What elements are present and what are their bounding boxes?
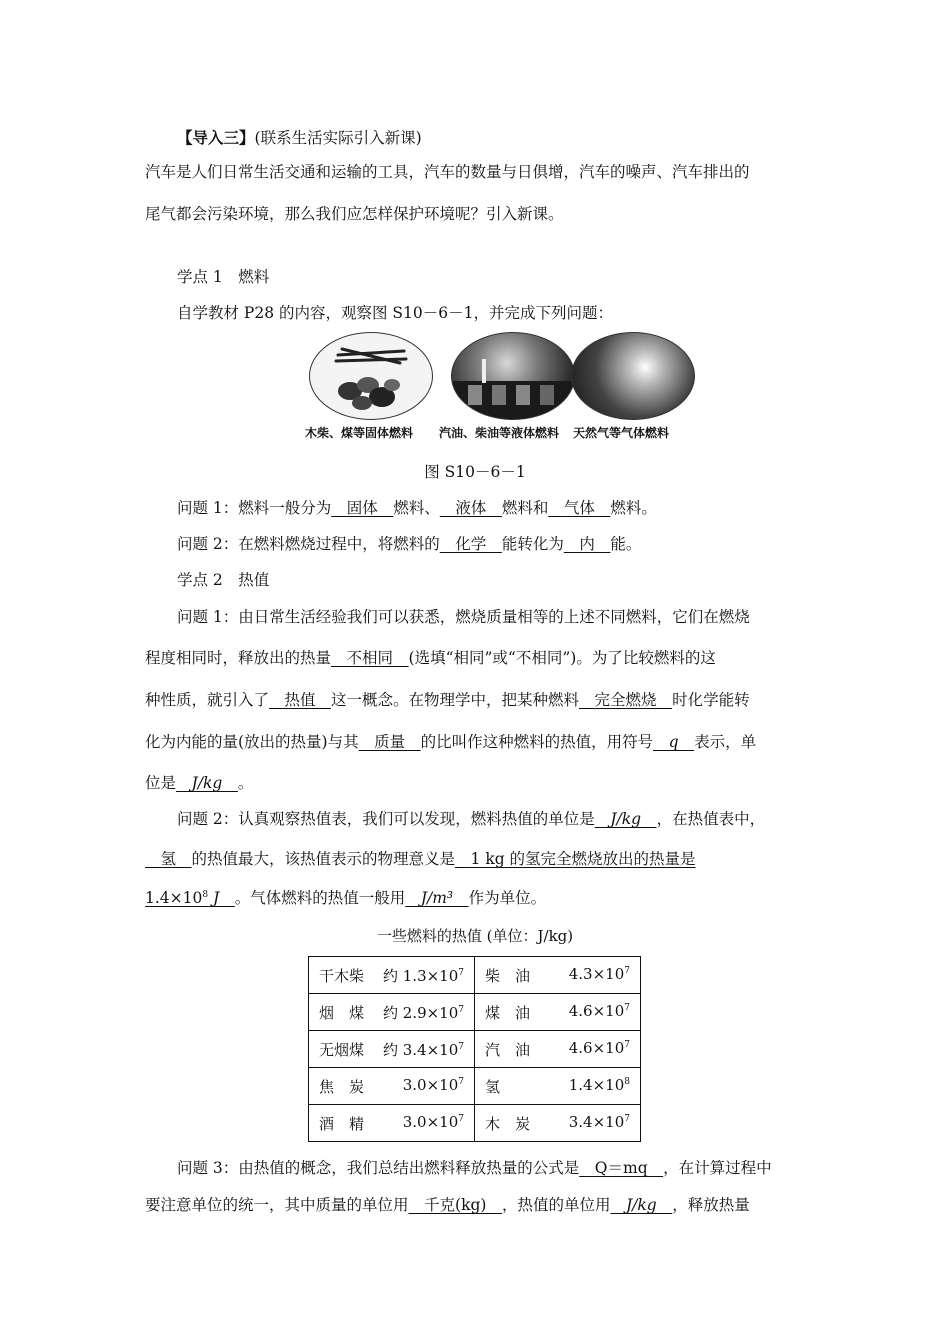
fuel-heat-value [403,1076,464,1097]
heat-value-table-body [309,957,641,1142]
text: 燃料和 [501,499,549,517]
fuel-heat-value [403,1113,464,1134]
fuel-heat-value [569,1002,630,1023]
answer-chemical: __化学__ [439,535,502,553]
text: ，在计算过程中 [663,1159,772,1177]
answer-gas-unit: __J/m³__ [405,889,469,907]
answer-formula: __Q＝mq__ [579,1159,664,1177]
fuel-name: 酒 精 [319,1114,365,1133]
figure-label: 图 S10－6－1 [424,463,526,481]
text: (选填“相同”或“不相同”)。为了比较燃料的这 [408,649,716,667]
table-cell [309,1031,475,1068]
text: 问题 2：认真观察热值表，我们可以发现，燃料热值的单位是 [177,810,595,828]
fuel-heat-value [569,1076,630,1097]
answer-symbol-q: __q__ [653,733,695,751]
value-exponent: 7 [624,965,630,976]
intro-heading-line [177,127,842,149]
answer-complete-combustion: __完全燃烧__ [579,691,673,709]
text: 的热值最大，该热值表示的物理意义是 [191,850,456,868]
text: 程度相同时，释放出的热量 [145,649,332,667]
value-base: 4.6×10 [568,1038,625,1057]
fuel-heat-value [383,965,464,986]
answer-gas: __气体__ [548,499,611,517]
fuel-heat-value [569,965,630,986]
text: 要注意单位的统一，其中质量的单位用 [145,1196,409,1214]
value-base: 3.4×10 [568,1112,625,1131]
point1-question-2 [177,533,842,555]
answer-meaning-part-2 [145,889,235,907]
point2-q1-line-3 [145,689,810,711]
text: 燃料、 [393,499,440,517]
text: 时化学能转 [672,691,750,709]
cell-content [485,965,630,986]
answer-mass: __质量__ [358,733,421,751]
cell-content [485,1113,630,1134]
answer-solid: __固体__ [331,499,394,517]
text: 种性质，就引入了 [145,691,270,709]
liquid-fuel-caption: 汽油、柴油等液体燃料 [439,426,560,440]
fuel-heat-value [569,1039,630,1060]
text: 问题 1：燃料一般分为 [177,499,332,517]
value-base: 约 1.3×10 [382,966,459,985]
answer-unit: __J/kg__ [176,774,238,792]
value-exponent: 7 [458,967,464,978]
text: 1.4×10 [145,889,203,907]
value-base: 1.4×10 [568,1075,625,1094]
answer-not-same: __不相同__ [331,649,409,667]
value-exponent: 7 [458,1113,464,1124]
point2-q2-line-3 [145,887,810,909]
text: 。气体燃料的热值一般用 [234,889,406,907]
text: 燃料。 [610,499,657,517]
value-base: 约 3.4×10 [382,1040,459,1059]
table-cell [309,994,475,1031]
table-row [309,1068,641,1105]
fuel-figure [305,332,700,444]
fuel-name: 煤 油 [485,1003,531,1022]
text: 这一概念。在物理学中，把某种燃料 [331,691,580,709]
text: 作为单位。 [468,889,547,907]
table-cell [309,1105,475,1142]
fuel-name: 木 炭 [485,1114,531,1133]
value-exponent: 7 [624,1113,630,1124]
value-exponent: 7 [458,1004,464,1015]
point2-title: 学点 2 热值 [177,571,270,589]
value-base: 约 2.9×10 [382,1003,459,1022]
text: ，释放热量 [672,1196,750,1214]
text: ，热值的单位用 [501,1196,611,1214]
text: 能。 [610,535,642,553]
table-cell [309,957,475,994]
cell-content [485,1076,630,1097]
text: 问题 3：由热值的概念，我们总结出燃料释放热量的公式是 [177,1159,580,1177]
table-cell [475,1105,641,1142]
value-base: 3.0×10 [402,1075,459,1094]
gas-fuel-image [571,332,695,420]
text: J__ [208,889,235,907]
answer-kilogram: __千克(kg)__ [408,1196,502,1214]
solid-fuel-image [309,332,433,420]
value-base: 4.6×10 [568,1001,625,1020]
value-exponent: 7 [458,1076,464,1087]
fuel-name: 无烟煤 [319,1040,365,1059]
point1-instruction: 自学教材 P28 的内容，观察图 S10－6－1，并完成下列问题： [177,304,613,322]
cell-content [485,1039,630,1060]
value-exponent: 7 [624,1039,630,1050]
cell-content [319,965,464,986]
text: 表示，单 [694,733,757,751]
text: ，在热值表中， [656,810,766,828]
cell-content [319,1002,464,1023]
table-cell [475,957,641,994]
table-caption: 一些燃料的热值 (单位：J/kg) [376,927,574,945]
liquid-fuel-image [451,332,575,420]
value-base: 3.0×10 [402,1112,459,1131]
table-cell [475,1031,641,1068]
fuel-heat-value [569,1113,630,1134]
fuel-name: 焦 炭 [319,1077,365,1096]
table-row [309,1105,641,1142]
fuel-heat-value [383,1039,464,1060]
intro-heading-note: (联系生活实际引入新课) [254,129,422,147]
answer-meaning-part-1: __1 kg 的氢完全燃烧放出的热量是 [455,850,696,868]
text: 的比叫作这种燃料的热值，用符号 [420,733,654,751]
point2-q1-line-1: 问题 1：由日常生活经验我们可以获悉，燃烧质量相等的上述不同燃料，它们在燃烧 [177,608,750,626]
solid-fuel-caption: 木柴、煤等固体燃料 [305,426,414,440]
point2-q1-line-2 [145,647,810,669]
point2-q3-line-2 [145,1194,810,1216]
table-row [309,994,641,1031]
fuel-name: 干木柴 [319,966,365,985]
point2-q1-line-5 [145,772,810,794]
text: 。 [237,774,254,792]
point2-q1-line-4 [145,731,810,753]
point2-q3-line-1 [177,1157,842,1179]
fuel-name: 柴 油 [485,966,531,985]
exponent: 8 [202,889,209,900]
answer-liquid: __液体__ [439,499,502,517]
text: 位是 [145,774,177,792]
table-row [309,957,641,994]
point2-q2-line-1 [177,808,842,830]
intro-text-line-1: 汽车是人们日常生活交通和运输的工具，汽车的数量与日俱增，汽车的噪声、汽车排出的 [145,163,750,181]
table-cell [309,1068,475,1105]
table-cell [475,1068,641,1105]
fuel-name: 烟 煤 [319,1003,365,1022]
point2-q2-line-2 [145,848,810,870]
cell-content [319,1113,464,1134]
intro-heading: 【导入三】 [177,128,255,147]
table-cell [475,994,641,1031]
cell-content [485,1002,630,1023]
value-exponent: 8 [624,1076,630,1087]
value-base: 4.3×10 [568,964,625,983]
point1-question-1 [177,497,842,519]
answer-hydrogen: __氢__ [145,850,192,868]
fuel-name: 汽 油 [485,1040,531,1059]
fuel-name: 氢 [485,1077,501,1096]
answer-internal: __内__ [563,535,611,553]
point1-title: 学点 1 燃料 [177,268,270,286]
fuel-heat-value [383,1002,464,1023]
table-row [309,1031,641,1068]
text: 问题 2：在燃料燃烧过程中，将燃料的 [177,535,440,553]
answer-heat-unit: __J/kg__ [610,1196,673,1214]
value-exponent: 7 [458,1041,464,1052]
intro-text-line-2: 尾气都会污染环境，那么我们应怎样保护环境呢？引入新课。 [145,205,564,223]
gas-fuel-caption: 天然气等气体燃料 [573,426,670,440]
text: 化为内能的量(放出的热量)与其 [145,733,359,751]
cell-content [319,1039,464,1060]
text: 能转化为 [501,535,564,553]
answer-unit-2: __J/kg__ [594,810,657,828]
value-exponent: 7 [624,1002,630,1013]
answer-heat-value: __热值__ [269,691,332,709]
heat-value-table [308,956,641,1142]
cell-content [319,1076,464,1097]
